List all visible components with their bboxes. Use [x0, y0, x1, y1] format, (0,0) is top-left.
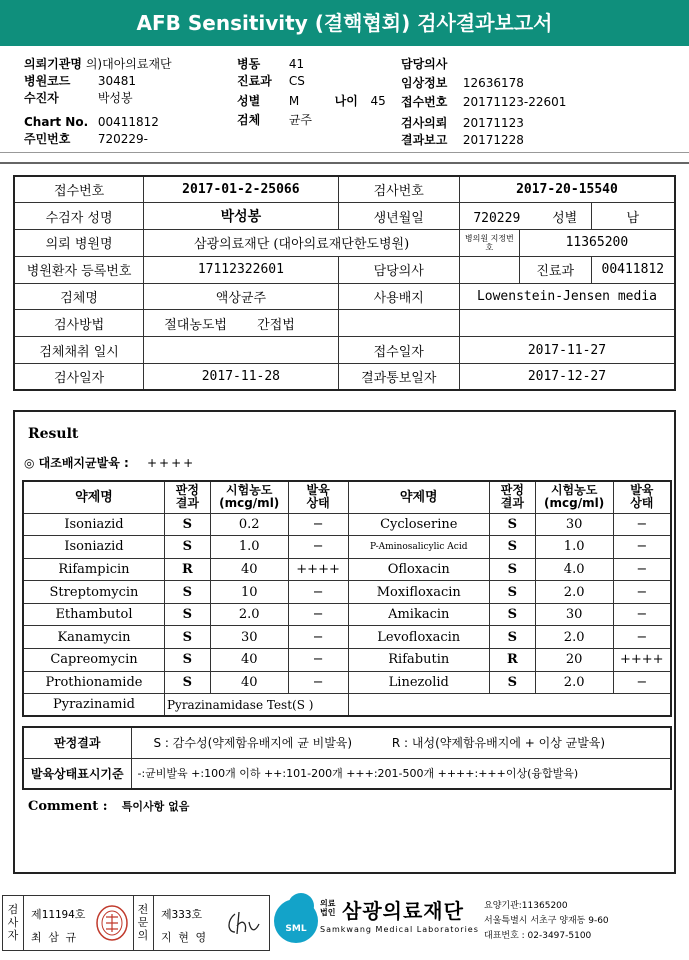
- birth-value: 720229 성별: [459, 203, 591, 230]
- drug-growth: −: [288, 649, 348, 672]
- table-row: [14, 256, 675, 283]
- dept-value: 00411812: [591, 256, 675, 283]
- designated-value: 11365200: [519, 230, 675, 257]
- growth-criteria-label: 발육상태표시기준: [23, 758, 131, 789]
- table-row: [14, 176, 675, 203]
- hospital-label: 의뢰 병원명: [14, 230, 144, 257]
- drug-name: Capreomycin: [23, 649, 164, 672]
- table-row: [14, 230, 675, 257]
- company-logo-area: [274, 893, 686, 953]
- drug-name: Ofloxacin: [348, 558, 489, 581]
- col-conc: 시험농도 (mcg/ml): [535, 481, 613, 513]
- logo-english: Samkwang Medical Laboratories: [320, 925, 479, 934]
- drug-judge: S: [164, 671, 210, 694]
- result-title: Result: [28, 426, 79, 442]
- collect-value: [144, 337, 338, 364]
- empty-cell: [459, 310, 675, 337]
- logo-name: 삼광의료재단: [342, 899, 464, 923]
- drug-name: Cycloserine: [348, 513, 489, 536]
- legend-table: [22, 726, 672, 790]
- inspector-no: 제11194호: [31, 908, 86, 921]
- drug-judge: S: [489, 536, 535, 559]
- drug-growth: −: [288, 671, 348, 694]
- drug-conc: 10: [210, 581, 288, 604]
- drug-growth: −: [288, 536, 348, 559]
- drug-growth: −: [288, 603, 348, 626]
- header-doctor: 담당의사: [401, 57, 448, 71]
- doctor-value: [459, 256, 519, 283]
- drug-name: Isoniazid: [23, 536, 164, 559]
- logo-corp: 의료 법인: [320, 899, 336, 917]
- header-dept: 진료과 CS: [237, 74, 305, 88]
- col-growth: 발육 상태: [613, 481, 671, 513]
- header-divider: [0, 152, 689, 153]
- test-no-value: 2017-20-15540: [459, 176, 675, 203]
- notify-value: 2017-12-27: [459, 364, 675, 391]
- control-growth-label: ◎ 대조배지균발육 :: [24, 456, 129, 470]
- table-row: [23, 603, 671, 626]
- header-divider-thick: [0, 162, 689, 164]
- col-drug: 약제명: [348, 481, 489, 513]
- collect-label: 검체채취 일시: [14, 337, 144, 364]
- table-row: [14, 310, 675, 337]
- drug-judge: S: [164, 626, 210, 649]
- drug-judge: S: [489, 513, 535, 536]
- col-conc: 시험농도 (mcg/ml): [210, 481, 288, 513]
- drug-conc: 30: [535, 513, 613, 536]
- col-judge: 판정 결과: [489, 481, 535, 513]
- medium-label: 사용배지: [338, 283, 459, 310]
- drug-name: Moxifloxacin: [348, 581, 489, 604]
- result-box: [13, 410, 676, 874]
- drug-growth: ++++: [613, 649, 671, 672]
- growth-criteria-text: -:균비발육 +:100개 이하 ++:101-200개 +++:201-500개 ++++:+++이상(융합발육): [131, 758, 671, 789]
- drug-judge: S: [164, 513, 210, 536]
- drug-name: Pyrazinamid: [23, 694, 164, 717]
- drug-sensitivity-table: [22, 480, 672, 717]
- col-growth: 발육 상태: [288, 481, 348, 513]
- judgement-text: S : 감수성(약제함유배지에 균 비발육) R : 내성(약제함유배지에 + 이상 균발육): [131, 727, 671, 758]
- drug-conc: 2.0: [535, 626, 613, 649]
- table-header-row: [23, 481, 671, 513]
- signature-icon: [225, 908, 263, 938]
- specimen-label: 검체명: [14, 283, 144, 310]
- signature-box: [2, 895, 270, 951]
- drug-conc: 0.2: [210, 513, 288, 536]
- drug-conc: 30: [535, 603, 613, 626]
- table-row: [23, 649, 671, 672]
- comment: [28, 798, 189, 814]
- table-row: [23, 758, 671, 789]
- table-row: [23, 694, 671, 717]
- drug-conc: 1.0: [210, 536, 288, 559]
- receipt-no-label: 접수번호: [14, 176, 144, 203]
- receive-value: 2017-11-27: [459, 337, 675, 364]
- drug-judge: R: [489, 649, 535, 672]
- reviewer-label: 전 문 의: [137, 903, 149, 942]
- table-row: [14, 337, 675, 364]
- drug-conc: 40: [210, 649, 288, 672]
- table-row: [23, 513, 671, 536]
- header-ward: 병동 41: [237, 57, 305, 71]
- seal-stamp-icon: [95, 904, 129, 942]
- drug-growth: −: [288, 513, 348, 536]
- drug-name: P-Aminosalicylic Acid: [348, 536, 489, 559]
- drug-judge: S: [164, 581, 210, 604]
- drug-growth: −: [613, 626, 671, 649]
- reviewer-name: 지 현 영: [161, 931, 207, 944]
- drug-conc: 40: [210, 558, 288, 581]
- drug-growth: −: [288, 626, 348, 649]
- drug-growth: ++++: [288, 558, 348, 581]
- drug-judge: S: [489, 603, 535, 626]
- drug-judge: S: [489, 558, 535, 581]
- table-row: [23, 671, 671, 694]
- drug-name: Streptomycin: [23, 581, 164, 604]
- drug-growth: −: [613, 603, 671, 626]
- drug-name: Kanamycin: [23, 626, 164, 649]
- patient-reg-value: 17112322601: [144, 256, 338, 283]
- drug-conc: 4.0: [535, 558, 613, 581]
- table-row: [23, 536, 671, 559]
- header-examinee: 수진자 박성봉: [24, 91, 133, 105]
- col-judge: 판정 결과: [164, 481, 210, 513]
- method-value: 절대농도법 간접법: [144, 310, 338, 337]
- drug-growth: −: [613, 513, 671, 536]
- drug-conc: 30: [210, 626, 288, 649]
- drug-growth: −: [613, 536, 671, 559]
- drug-name: Prothionamide: [23, 671, 164, 694]
- medium-value: Lowenstein-Jensen media: [459, 283, 675, 310]
- method-label: 검사방법: [14, 310, 144, 337]
- specimen-value: 액상균주: [144, 283, 338, 310]
- pyrazinamid-result: Pyrazinamidase Test(S ): [164, 694, 348, 717]
- receive-label: 접수일자: [338, 337, 459, 364]
- drug-conc: 40: [210, 671, 288, 694]
- header-specimen: 검체 균주: [237, 113, 313, 127]
- table-row: [14, 283, 675, 310]
- drug-judge: S: [164, 649, 210, 672]
- sex-value: 남: [591, 203, 675, 230]
- patient-reg-label: 병원환자 등록번호: [14, 256, 144, 283]
- drug-conc: 20: [535, 649, 613, 672]
- table-row: [23, 581, 671, 604]
- drug-conc: 2.0: [210, 603, 288, 626]
- sml-logo-icon: SML: [274, 899, 318, 943]
- drug-name: Amikacin: [348, 603, 489, 626]
- empty-cell: [338, 310, 459, 337]
- header-resident-no: 주민번호 720229-: [24, 132, 148, 146]
- header-chart-no: Chart No. 00411812: [24, 115, 159, 129]
- dept-label: 진료과: [519, 256, 591, 283]
- drug-growth: −: [613, 581, 671, 604]
- drug-judge: S: [489, 626, 535, 649]
- drug-name: Linezolid: [348, 671, 489, 694]
- header-request: 검사의뢰 20171123: [401, 116, 524, 130]
- drug-name: Rifabutin: [348, 649, 489, 672]
- drug-judge: S: [489, 581, 535, 604]
- empty-cell: [348, 694, 671, 717]
- control-growth: [24, 454, 195, 471]
- header-clinical: 임상정보 12636178: [401, 76, 524, 90]
- notify-label: 결과통보일자: [338, 364, 459, 391]
- header-sex: 성별 M 나이 45: [237, 94, 386, 108]
- header-institution: 의뢰기관명 의)대아의료재단: [24, 57, 172, 71]
- drug-growth: −: [613, 671, 671, 694]
- header-hospital-code: 병원코드 30481: [24, 74, 137, 88]
- examinee-label: 수검자 성명: [14, 203, 144, 230]
- table-row: [14, 364, 675, 391]
- company-address: 요양기관:11365200 서울특별시 서초구 양재동 9-60 대표번호 : 02-3497-5100: [484, 901, 609, 941]
- test-date-label: 검사일자: [14, 364, 144, 391]
- drug-judge: R: [164, 558, 210, 581]
- header-report: 결과보고 20171228: [401, 133, 524, 147]
- table-row: [23, 558, 671, 581]
- drug-conc: 1.0: [535, 536, 613, 559]
- table-row: [23, 626, 671, 649]
- drug-name: Isoniazid: [23, 513, 164, 536]
- comment-value: 특이사항 없음: [121, 800, 190, 813]
- table-row: [23, 727, 671, 758]
- inspector-label: 검 사 자: [7, 903, 19, 942]
- drug-judge: S: [164, 536, 210, 559]
- control-growth-value: ++++: [146, 456, 196, 470]
- comment-label: Comment :: [28, 799, 108, 814]
- hospital-value: 삼광의료재단 (대아의료재단한도병원): [144, 230, 460, 257]
- drug-growth: −: [288, 581, 348, 604]
- drug-conc: 2.0: [535, 581, 613, 604]
- drug-name: Ethambutol: [23, 603, 164, 626]
- specimen-info-table: [13, 175, 676, 391]
- table-row: [14, 203, 675, 230]
- drug-judge: S: [164, 603, 210, 626]
- drug-name: Levofloxacin: [348, 626, 489, 649]
- drug-conc: 2.0: [535, 671, 613, 694]
- test-date-value: 2017-11-28: [144, 364, 338, 391]
- examinee-value: 박성봉: [144, 203, 338, 230]
- receipt-no-value: 2017-01-2-25066: [144, 176, 338, 203]
- header-receipt: 접수번호 20171123-22601: [401, 95, 567, 109]
- drug-judge: S: [489, 671, 535, 694]
- col-drug: 약제명: [23, 481, 164, 513]
- report-title: AFB Sensitivity (결핵협회) 검사결과보고서: [0, 0, 689, 46]
- designated-label: 병의원 지정번호: [459, 230, 519, 257]
- birth-label: 생년월일: [338, 203, 459, 230]
- doctor-label: 담당의사: [338, 256, 459, 283]
- test-no-label: 검사번호: [338, 176, 459, 203]
- reviewer-no: 제333호: [161, 908, 203, 921]
- drug-name: Rifampicin: [23, 558, 164, 581]
- judgement-label: 판정결과: [23, 727, 131, 758]
- inspector-name: 최 삼 규: [31, 931, 77, 944]
- drug-growth: −: [613, 558, 671, 581]
